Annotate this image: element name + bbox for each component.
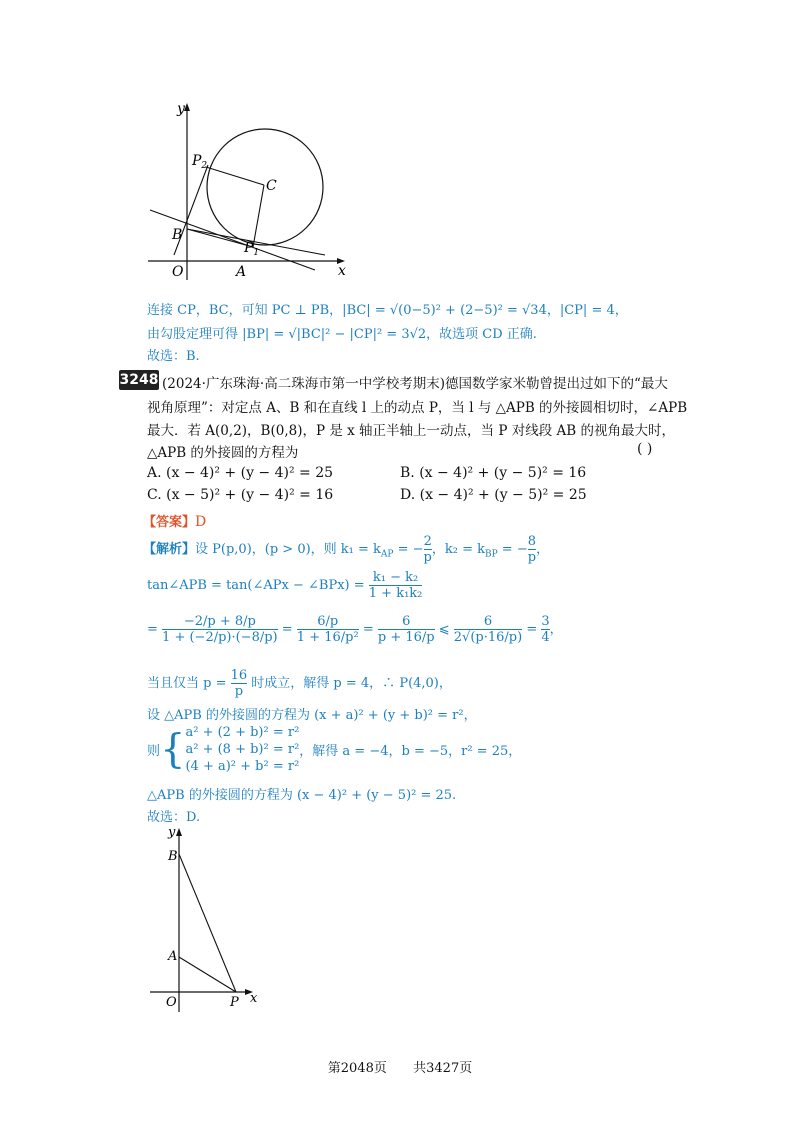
segment-ap xyxy=(179,957,236,992)
y-axis-arrow-2 xyxy=(176,828,182,836)
analysis-line7: △APB 的外接圆的方程为 (x − 4)² + (y − 5)² = 25. xyxy=(147,788,457,803)
segment-cp1 xyxy=(253,185,264,247)
answer-line xyxy=(143,511,206,530)
label-p1: $P_1$ xyxy=(244,240,260,258)
label-y-2: y xyxy=(168,825,176,840)
label-b: B xyxy=(172,227,183,243)
label-p2: $P_2$ xyxy=(192,153,208,171)
label-y: y xyxy=(177,101,185,117)
question-number-badge: 3248 xyxy=(119,372,159,388)
label-x-2: x xyxy=(250,991,258,1006)
analysis-label: 【解析】 xyxy=(143,542,196,557)
page-total: 共3427页 xyxy=(413,1061,473,1076)
system-brace: { xyxy=(160,726,186,773)
question-line1: (2024·广东珠海·高二珠海市第一中学校考期末)德国数学家米勒曾提出过如下的“最大 xyxy=(162,376,668,392)
option-d: D. (x − 4)² + (y − 5)² = 25 xyxy=(400,487,587,503)
figure-triangle-apb xyxy=(148,822,268,1017)
segment-bp xyxy=(179,854,236,992)
analysis-line2: tan∠APB = tan(∠APx − ∠BPx) = $\frac{\text{k₁ − k₂}}{\text{1 + k₁k₂}}$ xyxy=(147,570,423,601)
answer-value: D xyxy=(195,514,207,530)
prev-solution-line3: 故选：B. xyxy=(147,349,200,364)
analysis-line1: 【解析】设 P(p,0)，(p > 0)，则 $k_1 = k_{AP}$ = − $\frac{2}{p}$ ，$k_2 = k_{BP}$ = − $\frac{8}{p}$ ， xyxy=(143,534,550,565)
label-a: A xyxy=(236,264,247,280)
label-o: O xyxy=(172,264,184,280)
label-p-2: P xyxy=(230,995,239,1010)
analysis-line5: 设 △APB 的外接圆的方程为 (x + a)² + (y + b)² = r²， xyxy=(147,708,477,723)
label-o-2: O xyxy=(166,995,177,1010)
circle-c xyxy=(207,129,323,245)
question-line4: △APB 的外接圆的方程为 xyxy=(147,445,299,461)
label-x: x xyxy=(338,263,346,279)
option-c: C. (x − 5)² + (y − 4)² = 16 xyxy=(147,487,334,503)
analysis-line8: 故选：D. xyxy=(147,810,201,825)
answer-paren: ( ) xyxy=(637,441,653,457)
prev-solution-line2: 由勾股定理可得 |BP| = √|BC|² − |CP|² = 3√2，故选项 CD 正确. xyxy=(147,327,537,342)
figure-tangent-circle xyxy=(140,95,370,285)
page-number: 第2048页 xyxy=(327,1061,387,1076)
analysis-line6: 则{ a² + (2 + b)² = r² a² + (8 + b)² = r² (4 + a)² + b² = r² ，解得 a = −4，b = −5，r² = 25， xyxy=(147,725,522,774)
prev-solution-line1: 连接 CP，BC，可知 PC ⊥ PB，|BC| = √(0−5)² + (2−5)² = √34，|CP| = 4， xyxy=(147,303,628,318)
label-a-2: A xyxy=(168,949,178,964)
label-c: C xyxy=(266,178,277,194)
answer-label: 【答案】 xyxy=(143,515,196,530)
segment-p2c xyxy=(206,167,264,185)
option-b: B. (x − 4)² + (y − 5)² = 16 xyxy=(400,465,587,481)
question-line3: 最大．若 A(0,2)，B(0,8)，P 是 x 轴正半轴上一动点，当 P 对线段 AB 的视角最大时， xyxy=(147,423,675,439)
label-b-2: B xyxy=(168,849,178,864)
analysis-line4: 当且仅当 p = $\frac{16}{p}$ 时成立，解得 p = 4，∴ P(4,0)， xyxy=(147,668,452,699)
question-line2: 视角原理”：对定点 A、B 和在直线 l 上的动点 P，当 l 与 △APB 的外接圆相切时，∠APB xyxy=(147,400,688,416)
analysis-line3: = $\frac{-2/p + 8/p}{1 + (-2/p)\cdot(-8/p)}$ = $\frac{6/p}{\text{1 + 16/p²}}$ = $\frac{6}{p + 16/p}$ ⩽ $\frac{6}{2√(p\cdot 16/p)}$ = $\frac{3}{4}$ ， xyxy=(147,614,563,645)
option-a: A. (x − 4)² + (y − 4)² = 25 xyxy=(147,465,334,481)
page-footer xyxy=(0,1057,800,1076)
